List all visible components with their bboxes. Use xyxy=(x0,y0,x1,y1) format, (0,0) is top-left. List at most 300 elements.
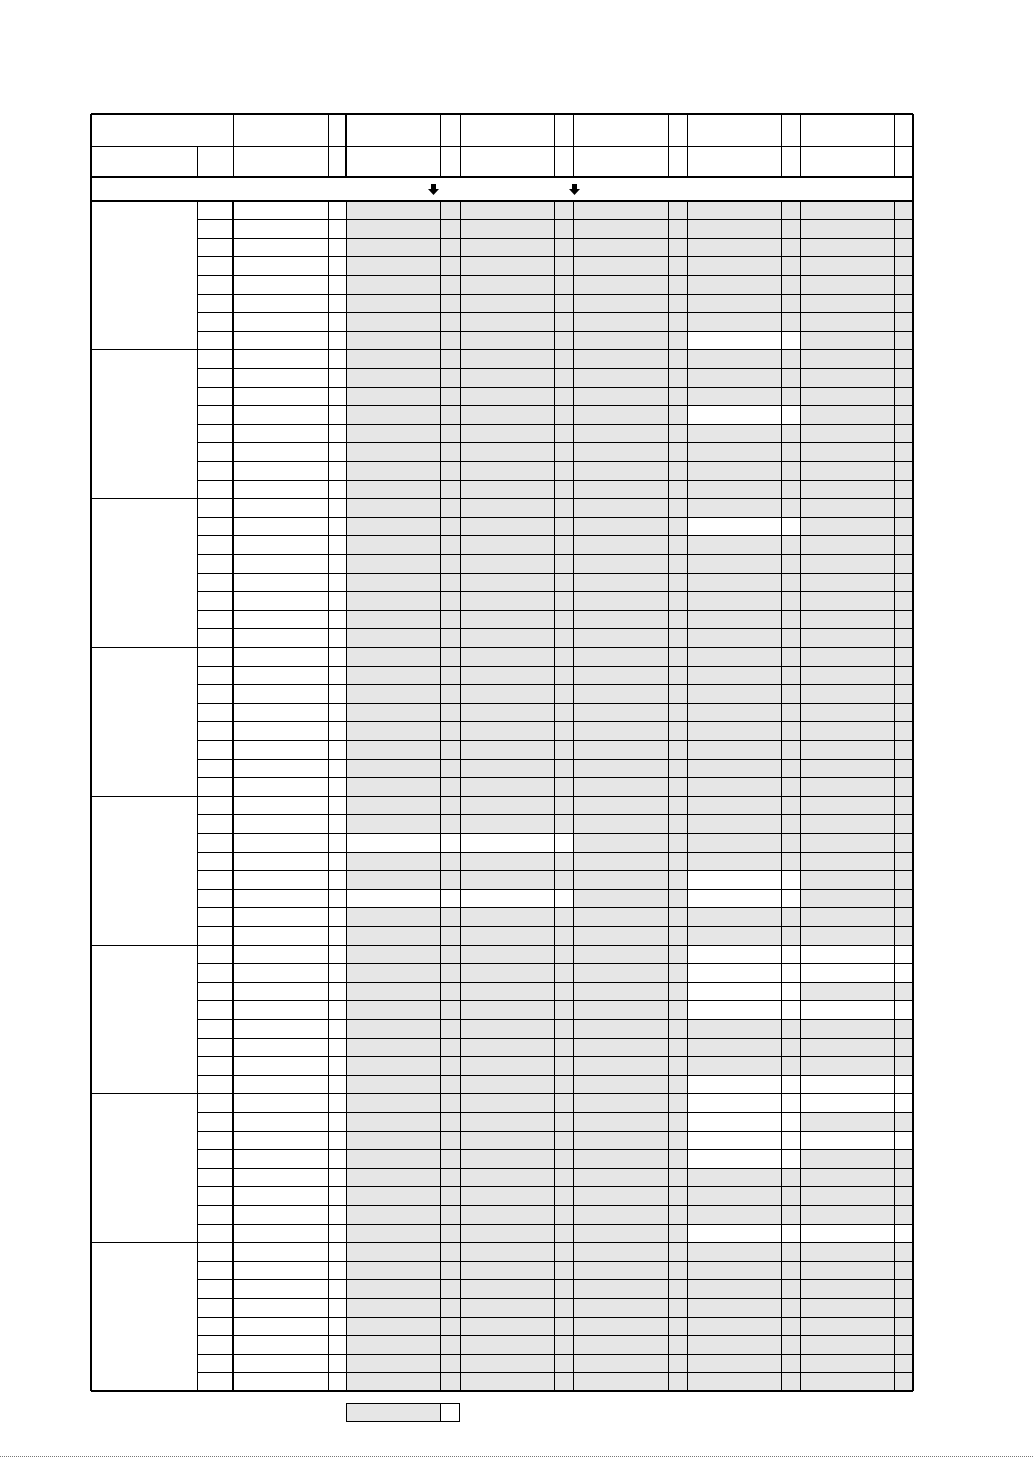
table-cell-flag[interactable] xyxy=(668,1075,687,1094)
table-cell-flag[interactable] xyxy=(668,350,687,369)
table-cell-flag[interactable] xyxy=(668,1038,687,1057)
table-cell[interactable] xyxy=(687,1001,781,1020)
table-cell-flag[interactable] xyxy=(668,1131,687,1150)
table-cell[interactable] xyxy=(800,740,894,759)
table-cell-flag[interactable] xyxy=(440,1131,460,1150)
table-cell[interactable] xyxy=(460,313,554,332)
table-cell[interactable] xyxy=(800,350,894,369)
table-cell[interactable] xyxy=(346,257,440,276)
table-cell-flag[interactable] xyxy=(894,629,913,648)
table-cell-flag[interactable] xyxy=(554,480,573,499)
table-cell[interactable] xyxy=(800,1075,894,1094)
table-cell[interactable] xyxy=(460,387,554,406)
table-cell-flag[interactable] xyxy=(668,331,687,350)
table-cell-flag[interactable] xyxy=(894,1354,913,1373)
table-cell-flag[interactable] xyxy=(894,368,913,387)
table-cell[interactable] xyxy=(460,833,554,852)
table-cell[interactable] xyxy=(460,778,554,797)
table-cell[interactable] xyxy=(800,1317,894,1336)
table-cell-flag[interactable] xyxy=(781,238,800,257)
table-cell[interactable] xyxy=(687,833,781,852)
table-cell[interactable] xyxy=(573,220,668,239)
table-cell[interactable] xyxy=(573,871,668,890)
table-cell-flag[interactable] xyxy=(554,1019,573,1038)
table-cell[interactable] xyxy=(346,1280,440,1299)
table-cell-flag[interactable] xyxy=(440,480,460,499)
table-cell[interactable] xyxy=(460,685,554,704)
table-cell[interactable] xyxy=(346,908,440,927)
table-cell-flag[interactable] xyxy=(668,1261,687,1280)
table-cell-flag[interactable] xyxy=(440,815,460,834)
table-cell[interactable] xyxy=(687,592,781,611)
table-cell-flag[interactable] xyxy=(894,592,913,611)
table-cell[interactable] xyxy=(346,759,440,778)
table-cell[interactable] xyxy=(687,220,781,239)
table-cell-flag[interactable] xyxy=(554,722,573,741)
table-cell[interactable] xyxy=(460,945,554,964)
table-cell-flag[interactable] xyxy=(554,350,573,369)
table-cell[interactable] xyxy=(346,982,440,1001)
table-cell[interactable] xyxy=(800,926,894,945)
table-cell-flag[interactable] xyxy=(668,1280,687,1299)
table-cell-flag[interactable] xyxy=(668,1094,687,1113)
table-cell-flag[interactable] xyxy=(440,1094,460,1113)
table-cell-flag[interactable] xyxy=(668,1205,687,1224)
table-cell[interactable] xyxy=(800,1112,894,1131)
table-cell-flag[interactable] xyxy=(554,573,573,592)
table-cell-flag[interactable] xyxy=(894,1336,913,1355)
table-cell[interactable] xyxy=(460,1354,554,1373)
table-cell-flag[interactable] xyxy=(668,368,687,387)
table-cell[interactable] xyxy=(687,815,781,834)
table-cell-flag[interactable] xyxy=(554,1057,573,1076)
table-cell[interactable] xyxy=(460,1112,554,1131)
table-cell-flag[interactable] xyxy=(668,1057,687,1076)
table-cell-flag[interactable] xyxy=(440,982,460,1001)
table-cell-flag[interactable] xyxy=(554,1187,573,1206)
table-cell-flag[interactable] xyxy=(554,1261,573,1280)
table-cell-flag[interactable] xyxy=(668,517,687,536)
table-cell[interactable] xyxy=(687,778,781,797)
table-cell[interactable] xyxy=(573,368,668,387)
table-cell-flag[interactable] xyxy=(554,536,573,555)
table-cell[interactable] xyxy=(346,1019,440,1038)
table-cell[interactable] xyxy=(573,666,668,685)
table-cell[interactable] xyxy=(346,1187,440,1206)
table-cell-flag[interactable] xyxy=(781,1373,800,1392)
table-cell-flag[interactable] xyxy=(894,443,913,462)
table-cell[interactable] xyxy=(800,833,894,852)
table-cell-flag[interactable] xyxy=(781,387,800,406)
table-cell[interactable] xyxy=(573,1075,668,1094)
table-cell[interactable] xyxy=(346,629,440,648)
table-cell-flag[interactable] xyxy=(894,871,913,890)
table-cell[interactable] xyxy=(573,443,668,462)
table-cell[interactable] xyxy=(346,964,440,983)
table-cell[interactable] xyxy=(460,1168,554,1187)
table-cell[interactable] xyxy=(687,796,781,815)
table-cell[interactable] xyxy=(573,1243,668,1262)
table-cell[interactable] xyxy=(800,610,894,629)
table-cell-flag[interactable] xyxy=(440,666,460,685)
table-cell[interactable] xyxy=(460,982,554,1001)
table-cell-flag[interactable] xyxy=(440,1038,460,1057)
table-cell[interactable] xyxy=(800,257,894,276)
table-cell[interactable] xyxy=(687,629,781,648)
table-cell-flag[interactable] xyxy=(440,1354,460,1373)
table-cell[interactable] xyxy=(800,852,894,871)
table-cell-flag[interactable] xyxy=(894,815,913,834)
table-cell[interactable] xyxy=(573,461,668,480)
table-cell-flag[interactable] xyxy=(554,461,573,480)
table-cell[interactable] xyxy=(800,1094,894,1113)
table-cell[interactable] xyxy=(460,238,554,257)
table-cell[interactable] xyxy=(800,815,894,834)
table-cell-flag[interactable] xyxy=(668,908,687,927)
table-cell[interactable] xyxy=(687,759,781,778)
table-cell[interactable] xyxy=(346,889,440,908)
table-cell-flag[interactable] xyxy=(440,1224,460,1243)
table-cell[interactable] xyxy=(800,1150,894,1169)
table-cell[interactable] xyxy=(800,1280,894,1299)
table-cell[interactable] xyxy=(346,926,440,945)
table-cell-flag[interactable] xyxy=(554,554,573,573)
table-cell-flag[interactable] xyxy=(668,461,687,480)
table-cell-flag[interactable] xyxy=(668,759,687,778)
table-cell-flag[interactable] xyxy=(554,294,573,313)
table-cell[interactable] xyxy=(687,1019,781,1038)
table-cell-flag[interactable] xyxy=(440,443,460,462)
table-cell[interactable] xyxy=(460,1001,554,1020)
table-cell-flag[interactable] xyxy=(894,331,913,350)
table-cell[interactable] xyxy=(573,778,668,797)
table-cell-flag[interactable] xyxy=(440,647,460,666)
table-cell-flag[interactable] xyxy=(781,1280,800,1299)
table-cell-flag[interactable] xyxy=(668,1298,687,1317)
table-cell-flag[interactable] xyxy=(554,1001,573,1020)
table-cell-flag[interactable] xyxy=(781,443,800,462)
table-cell-flag[interactable] xyxy=(554,1168,573,1187)
table-cell[interactable] xyxy=(346,536,440,555)
table-cell[interactable] xyxy=(460,629,554,648)
table-cell[interactable] xyxy=(346,1112,440,1131)
table-cell-flag[interactable] xyxy=(440,350,460,369)
table-cell-flag[interactable] xyxy=(894,257,913,276)
table-cell[interactable] xyxy=(460,964,554,983)
table-cell-flag[interactable] xyxy=(440,1112,460,1131)
table-cell[interactable] xyxy=(346,778,440,797)
table-cell[interactable] xyxy=(346,1261,440,1280)
table-cell[interactable] xyxy=(800,1298,894,1317)
table-cell[interactable] xyxy=(687,1205,781,1224)
table-cell-flag[interactable] xyxy=(781,908,800,927)
table-cell-flag[interactable] xyxy=(440,1205,460,1224)
table-cell-flag[interactable] xyxy=(781,257,800,276)
table-cell-flag[interactable] xyxy=(781,833,800,852)
table-cell[interactable] xyxy=(346,722,440,741)
table-cell[interactable] xyxy=(687,536,781,555)
table-cell[interactable] xyxy=(460,908,554,927)
table-cell[interactable] xyxy=(346,294,440,313)
table-cell[interactable] xyxy=(800,424,894,443)
table-cell[interactable] xyxy=(800,220,894,239)
table-cell-flag[interactable] xyxy=(668,852,687,871)
table-cell[interactable] xyxy=(346,592,440,611)
table-cell-flag[interactable] xyxy=(668,1112,687,1131)
table-cell[interactable] xyxy=(687,740,781,759)
table-cell[interactable] xyxy=(573,1094,668,1113)
table-cell-flag[interactable] xyxy=(781,1038,800,1057)
table-cell[interactable] xyxy=(800,1187,894,1206)
table-cell-flag[interactable] xyxy=(554,964,573,983)
table-cell-flag[interactable] xyxy=(440,424,460,443)
table-cell-flag[interactable] xyxy=(554,778,573,797)
table-cell[interactable] xyxy=(346,1354,440,1373)
table-cell-flag[interactable] xyxy=(894,238,913,257)
table-cell[interactable] xyxy=(687,331,781,350)
table-cell-flag[interactable] xyxy=(894,201,913,220)
table-cell-flag[interactable] xyxy=(894,313,913,332)
table-cell[interactable] xyxy=(460,275,554,294)
table-cell-flag[interactable] xyxy=(668,1019,687,1038)
table-cell-flag[interactable] xyxy=(668,387,687,406)
table-cell[interactable] xyxy=(346,1038,440,1057)
table-cell-flag[interactable] xyxy=(440,592,460,611)
table-cell-flag[interactable] xyxy=(668,926,687,945)
table-cell-flag[interactable] xyxy=(781,461,800,480)
table-cell[interactable] xyxy=(687,480,781,499)
table-cell-flag[interactable] xyxy=(440,685,460,704)
table-cell[interactable] xyxy=(800,703,894,722)
table-cell[interactable] xyxy=(460,406,554,425)
table-cell[interactable] xyxy=(573,1187,668,1206)
table-cell-flag[interactable] xyxy=(781,982,800,1001)
table-cell[interactable] xyxy=(346,871,440,890)
table-cell-flag[interactable] xyxy=(894,908,913,927)
table-cell[interactable] xyxy=(460,424,554,443)
table-cell-flag[interactable] xyxy=(668,871,687,890)
table-cell-flag[interactable] xyxy=(781,945,800,964)
table-cell-flag[interactable] xyxy=(554,759,573,778)
table-cell-flag[interactable] xyxy=(440,1057,460,1076)
table-cell-flag[interactable] xyxy=(781,1243,800,1262)
table-cell-flag[interactable] xyxy=(668,964,687,983)
table-cell[interactable] xyxy=(460,1187,554,1206)
table-cell[interactable] xyxy=(800,759,894,778)
table-cell-flag[interactable] xyxy=(781,1205,800,1224)
table-cell[interactable] xyxy=(573,1112,668,1131)
table-cell[interactable] xyxy=(800,536,894,555)
table-cell[interactable] xyxy=(573,722,668,741)
table-cell-flag[interactable] xyxy=(440,852,460,871)
table-cell[interactable] xyxy=(573,406,668,425)
table-cell[interactable] xyxy=(346,1001,440,1020)
table-cell[interactable] xyxy=(800,313,894,332)
table-cell-flag[interactable] xyxy=(440,1001,460,1020)
table-cell[interactable] xyxy=(460,647,554,666)
table-cell[interactable] xyxy=(460,592,554,611)
table-cell[interactable] xyxy=(460,201,554,220)
table-cell-flag[interactable] xyxy=(554,610,573,629)
table-cell-flag[interactable] xyxy=(668,815,687,834)
table-cell[interactable] xyxy=(687,610,781,629)
table-cell[interactable] xyxy=(573,629,668,648)
table-cell[interactable] xyxy=(346,1298,440,1317)
table-cell[interactable] xyxy=(573,1131,668,1150)
table-cell[interactable] xyxy=(687,1224,781,1243)
table-cell[interactable] xyxy=(800,443,894,462)
table-cell[interactable] xyxy=(687,647,781,666)
table-cell[interactable] xyxy=(460,1243,554,1262)
table-cell-flag[interactable] xyxy=(894,1057,913,1076)
table-cell[interactable] xyxy=(573,926,668,945)
table-cell[interactable] xyxy=(687,871,781,890)
table-cell[interactable] xyxy=(687,964,781,983)
table-cell-flag[interactable] xyxy=(781,740,800,759)
table-cell[interactable] xyxy=(460,796,554,815)
table-cell-flag[interactable] xyxy=(440,778,460,797)
table-cell[interactable] xyxy=(573,685,668,704)
table-cell-flag[interactable] xyxy=(781,647,800,666)
table-cell-flag[interactable] xyxy=(668,1336,687,1355)
table-cell[interactable] xyxy=(687,1261,781,1280)
table-cell[interactable] xyxy=(687,294,781,313)
table-cell-flag[interactable] xyxy=(668,238,687,257)
table-cell[interactable] xyxy=(346,480,440,499)
table-cell-flag[interactable] xyxy=(440,313,460,332)
table-cell-flag[interactable] xyxy=(894,1298,913,1317)
table-cell-flag[interactable] xyxy=(440,220,460,239)
table-cell-flag[interactable] xyxy=(894,294,913,313)
table-cell[interactable] xyxy=(346,647,440,666)
table-cell-flag[interactable] xyxy=(554,1298,573,1317)
table-cell[interactable] xyxy=(800,871,894,890)
table-cell-flag[interactable] xyxy=(668,1243,687,1262)
table-cell-flag[interactable] xyxy=(440,499,460,518)
table-cell-flag[interactable] xyxy=(554,1280,573,1299)
table-cell-flag[interactable] xyxy=(781,685,800,704)
table-cell[interactable] xyxy=(687,1150,781,1169)
table-cell-flag[interactable] xyxy=(554,833,573,852)
table-cell-flag[interactable] xyxy=(781,1224,800,1243)
table-cell[interactable] xyxy=(573,945,668,964)
table-cell[interactable] xyxy=(346,275,440,294)
table-cell[interactable] xyxy=(346,461,440,480)
table-cell-flag[interactable] xyxy=(554,238,573,257)
table-cell[interactable] xyxy=(573,350,668,369)
table-cell[interactable] xyxy=(346,1205,440,1224)
table-cell-flag[interactable] xyxy=(668,424,687,443)
table-cell-flag[interactable] xyxy=(781,1150,800,1169)
table-cell[interactable] xyxy=(460,1280,554,1299)
table-cell[interactable] xyxy=(346,1317,440,1336)
table-cell[interactable] xyxy=(460,815,554,834)
table-cell[interactable] xyxy=(687,275,781,294)
table-cell-flag[interactable] xyxy=(894,220,913,239)
table-cell-flag[interactable] xyxy=(440,1187,460,1206)
table-cell-flag[interactable] xyxy=(668,1354,687,1373)
table-cell[interactable] xyxy=(800,387,894,406)
table-cell-flag[interactable] xyxy=(554,275,573,294)
table-cell[interactable] xyxy=(687,1168,781,1187)
table-cell[interactable] xyxy=(687,1280,781,1299)
table-cell-flag[interactable] xyxy=(894,1019,913,1038)
table-cell-flag[interactable] xyxy=(894,796,913,815)
table-cell[interactable] xyxy=(346,220,440,239)
table-cell[interactable] xyxy=(346,350,440,369)
table-cell[interactable] xyxy=(687,1336,781,1355)
table-cell[interactable] xyxy=(573,1354,668,1373)
table-cell[interactable] xyxy=(800,1336,894,1355)
table-cell[interactable] xyxy=(800,1057,894,1076)
table-cell-flag[interactable] xyxy=(894,536,913,555)
table-cell-flag[interactable] xyxy=(781,889,800,908)
table-cell-flag[interactable] xyxy=(894,387,913,406)
table-cell[interactable] xyxy=(573,1057,668,1076)
table-cell-flag[interactable] xyxy=(668,1187,687,1206)
table-cell[interactable] xyxy=(573,536,668,555)
table-cell-flag[interactable] xyxy=(440,703,460,722)
table-cell-flag[interactable] xyxy=(668,647,687,666)
table-cell-flag[interactable] xyxy=(554,703,573,722)
table-cell[interactable] xyxy=(687,1354,781,1373)
table-cell[interactable] xyxy=(573,1298,668,1317)
table-cell[interactable] xyxy=(346,368,440,387)
table-cell[interactable] xyxy=(687,1094,781,1113)
table-cell-flag[interactable] xyxy=(894,703,913,722)
table-cell[interactable] xyxy=(346,406,440,425)
table-cell-flag[interactable] xyxy=(894,1261,913,1280)
table-cell-flag[interactable] xyxy=(781,1298,800,1317)
table-cell[interactable] xyxy=(573,815,668,834)
table-cell[interactable] xyxy=(573,238,668,257)
table-cell[interactable] xyxy=(460,443,554,462)
table-cell-flag[interactable] xyxy=(781,703,800,722)
table-cell[interactable] xyxy=(346,815,440,834)
table-cell[interactable] xyxy=(346,1336,440,1355)
table-cell[interactable] xyxy=(346,443,440,462)
table-cell-flag[interactable] xyxy=(894,499,913,518)
table-cell-flag[interactable] xyxy=(668,573,687,592)
table-cell[interactable] xyxy=(460,1298,554,1317)
table-cell-flag[interactable] xyxy=(668,703,687,722)
table-cell[interactable] xyxy=(800,461,894,480)
table-cell[interactable] xyxy=(460,871,554,890)
table-cell[interactable] xyxy=(800,685,894,704)
table-cell[interactable] xyxy=(346,331,440,350)
table-cell-flag[interactable] xyxy=(440,238,460,257)
table-cell-flag[interactable] xyxy=(554,1131,573,1150)
table-cell-flag[interactable] xyxy=(781,796,800,815)
table-cell-flag[interactable] xyxy=(668,201,687,220)
table-cell[interactable] xyxy=(800,722,894,741)
table-cell-flag[interactable] xyxy=(894,275,913,294)
table-cell-flag[interactable] xyxy=(781,573,800,592)
table-cell[interactable] xyxy=(800,666,894,685)
table-cell[interactable] xyxy=(687,387,781,406)
table-cell-flag[interactable] xyxy=(554,592,573,611)
table-cell[interactable] xyxy=(573,1280,668,1299)
table-cell[interactable] xyxy=(800,517,894,536)
table-cell[interactable] xyxy=(573,852,668,871)
table-cell-flag[interactable] xyxy=(668,1150,687,1169)
table-cell[interactable] xyxy=(346,1373,440,1392)
table-cell[interactable] xyxy=(687,461,781,480)
table-cell[interactable] xyxy=(460,480,554,499)
table-cell-flag[interactable] xyxy=(440,889,460,908)
table-cell[interactable] xyxy=(460,1038,554,1057)
table-cell[interactable] xyxy=(573,908,668,927)
